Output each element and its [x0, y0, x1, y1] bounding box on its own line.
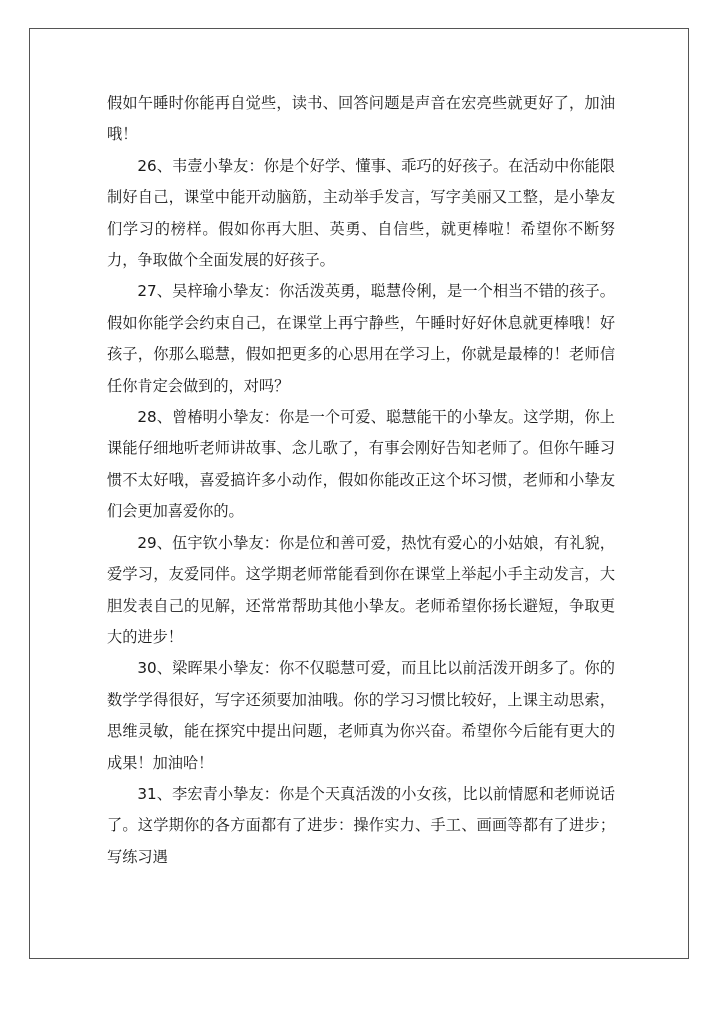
- document-body: [107, 88, 615, 873]
- paragraph-comment-29: 29、伍宇钦小挚友：你是位和善可爱，热忱有爱心的小姑娘，有礼貌，爱学习，友爱同伴。这学期老师常能看到你在课堂上举起小手主动发言，大胆发表自己的见解，还常常帮助其他小挚友。老师希望你扬长避短，争取更大的进步！: [107, 533, 615, 646]
- paragraph-comment-27: 27、吴梓瑜小挚友：你活泼英勇，聪慧伶俐，是一个相当不错的孩子。假如你能学会约束自己，在课堂上再宁静些，午睡时好好休息就更棒哦！好孩子，你那么聪慧，假如把更多的心思用在学习上，你就是最棒的！老师信任你肯定会做到的，对吗？: [107, 282, 615, 395]
- paragraph-comment-28: 28、曾椿明小挚友：你是一个可爱、聪慧能干的小挚友。这学期，你上课能仔细地听老师讲故事、念儿歌了，有事会刚好告知老师了。但你午睡习惯不太好哦，喜爱搞许多小动作，假如你能改正这个坏习惯，老师和小挚友们会更加喜爱你的。: [107, 408, 615, 521]
- paragraph-continuation: 假如午睡时你能再自觉些，读书、回答问题是声音在宏亮些就更好了，加油哦！: [107, 94, 615, 144]
- paragraph-comment-30: 30、梁晖果小挚友：你不仅聪慧可爱，而且比以前活泼开朗多了。你的数学学得很好，写字还须要加油哦。你的学习习惯比较好，上课主动思索，思维灵敏，能在探究中提出问题，老师真为你兴奋。希望你今后能有更大的成果！加油哈！: [107, 659, 615, 772]
- paragraph-comment-26: 26、韦壹小挚友：你是个好学、懂事、乖巧的好孩子。在活动中你能限制好自己，课堂中能开动脑筋，主动举手发言，写字美丽又工整，是小挚友们学习的榜样。假如你再大胆、英勇、自信些，就更棒啦！希望你不断努力，争取做个全面发展的好孩子。: [107, 156, 615, 270]
- paragraph-comment-31: 31、李宏青小挚友：你是个天真活泼的小女孩，比以前情愿和老师说话了。这学期你的各方面都有了进步：操作实力、手工、画画等都有了进步；写练习遇: [107, 784, 615, 866]
